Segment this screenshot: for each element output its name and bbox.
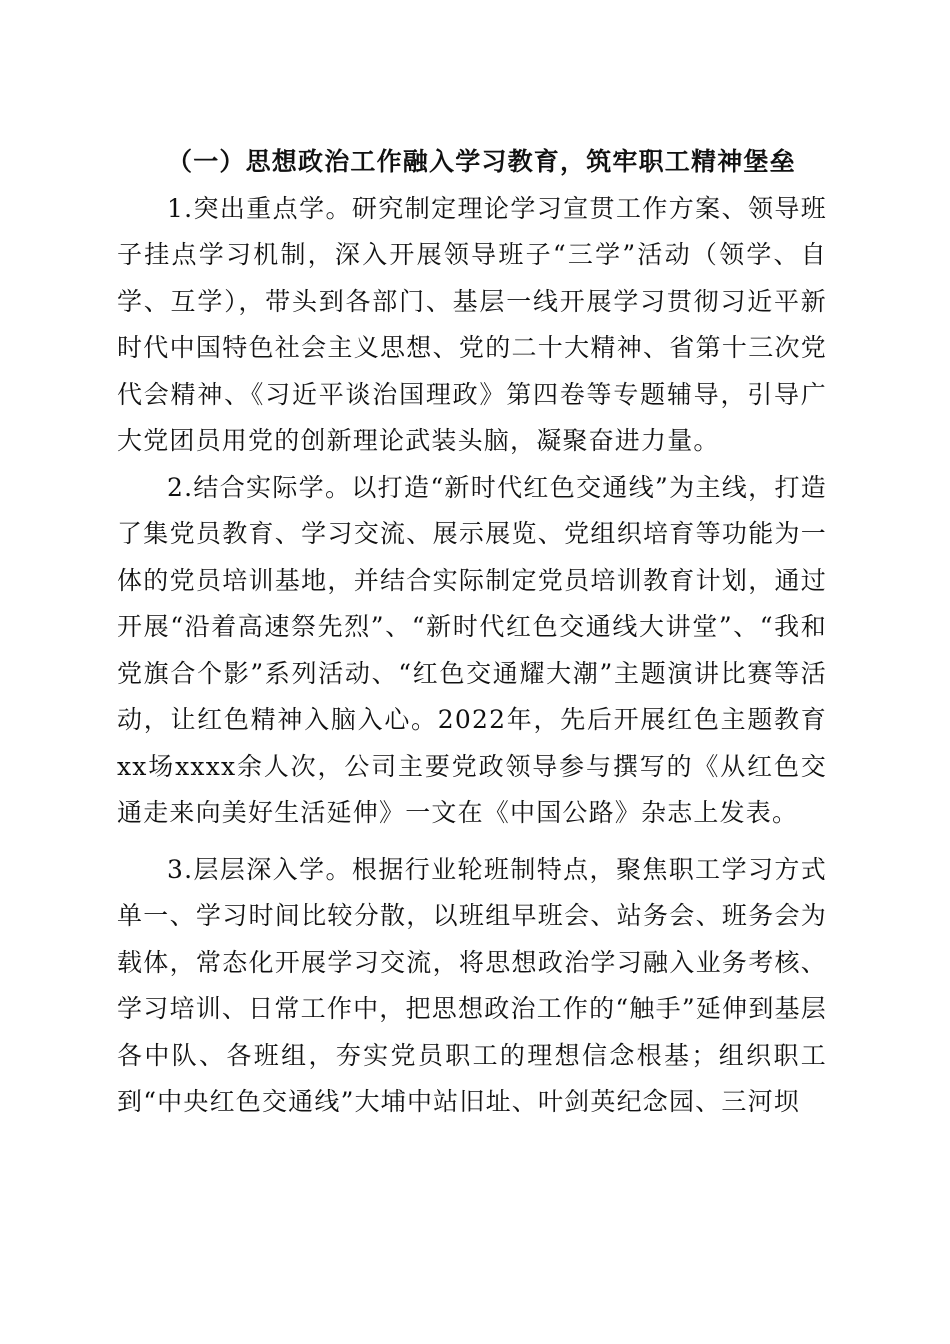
document-body xyxy=(117,139,827,1126)
paragraph-3: 3.层层深入学。根据行业轮班制特点，聚焦职工学习方式单一、学习时间比较分散，以班组早班会、站务会、班务会为载体，常态化开展学习交流，将思想政治学习融入业务考核、学习培训、日常工作中，把思想政治工作的“触手”延伸到基层各中队、各班组，夯实党员职工的理想信念根基；组织职工到“中央红色交通线”大埔中站旧址、叶剑英纪念园、三河坝 xyxy=(117,854,827,1116)
section-heading: （一）思想政治工作融入学习教育，筑牢职工精神堡垒 xyxy=(167,147,796,176)
paragraph-1: 1.突出重点学。研究制定理论学习宣贯工作方案、领导班子挂点学习机制，深入开展领导班子“三学”活动（领学、自学、互学），带头到各部门、基层一线开展学习贯彻习近平新时代中国特色社会主义思想、党的二十大精神、省第十三次党代会精神、《习近平谈治国理政》第四卷等专题辅导，引导广大党团员用党的创新理论武装头脑，凝聚奋进力量。 xyxy=(117,193,827,455)
paragraph-2: 2.结合实际学。以打造“新时代红色交通线”为主线，打造了集党员教育、学习交流、展示展览、党组织培育等功能为一体的党员培训基地，并结合实际制定党员培训教育计划，通过开展“沿着高速祭先烈”、“新时代红色交通线大讲堂”、“我和党旗合个影”系列活动、“红色交通耀大潮”主题演讲比赛等活动，让红色精神入脑入心。2022年，先后开展红色主题教育xx场xxxx余人次，公司主要党政领导参与撰写的《从红色交通走来向美好生活延伸》一文在《中国公路》杂志上发表。 xyxy=(117,472,827,827)
